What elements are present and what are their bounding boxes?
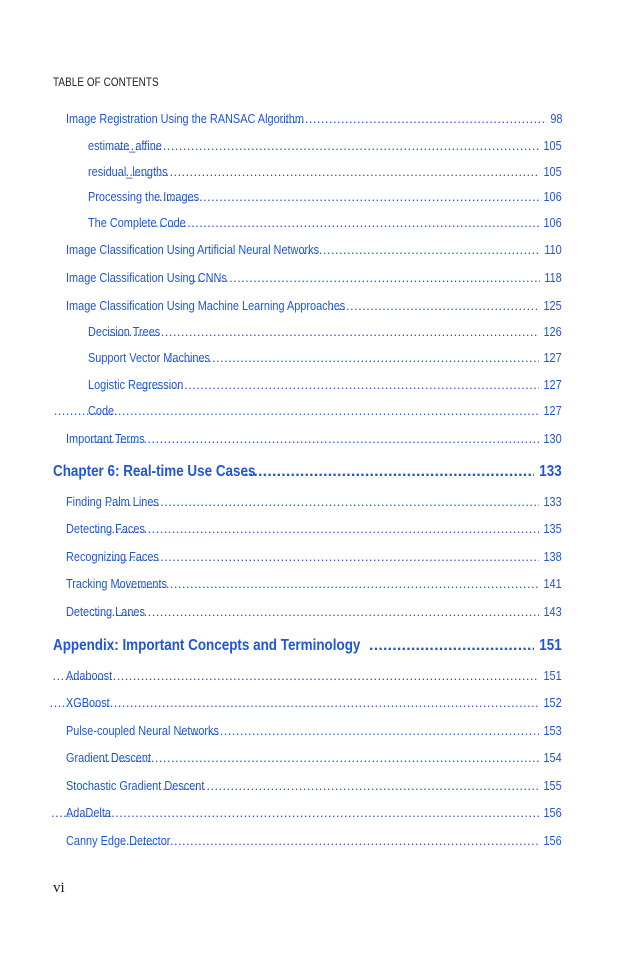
toc-entry-title: Detecting Lanes [66, 604, 145, 619]
toc-entry-page: 106 [543, 189, 562, 204]
dot-leader [122, 833, 539, 848]
toc-entry-title: residual_lengths [88, 164, 168, 179]
toc-entry-page: 105 [543, 138, 562, 153]
toc-entry-page: 156 [543, 833, 562, 848]
dot-leader [50, 695, 540, 710]
toc-entry[interactable] [88, 138, 562, 153]
toc-entry[interactable] [66, 805, 562, 820]
toc-entry[interactable] [88, 189, 562, 204]
toc-entry[interactable] [88, 403, 562, 418]
toc-entry[interactable] [66, 750, 562, 765]
toc-entry-page: 127 [543, 350, 562, 365]
toc-entry-title: Logistic Regression [88, 377, 184, 392]
toc-entry-title: XGBoost [66, 695, 110, 710]
toc-entry-page: 154 [543, 750, 562, 765]
running-header: TABLE OF CONTENTS [53, 77, 159, 89]
toc-entry-title: Processing the Images [88, 189, 200, 204]
toc-entry-title: Tracking Movements [66, 576, 167, 591]
toc-entry-page: 143 [543, 604, 562, 619]
toc-entry[interactable] [88, 350, 562, 365]
toc-entry[interactable] [66, 604, 562, 619]
dot-leader [99, 750, 540, 765]
toc-entry[interactable] [66, 695, 562, 710]
dot-leader [92, 604, 540, 619]
toc-entry-page: 98 [549, 111, 562, 126]
page-number: vi [53, 880, 65, 896]
toc-entry-title: AdaDelta [66, 805, 111, 820]
toc-entry[interactable] [66, 549, 562, 564]
dot-leader [281, 111, 547, 126]
dot-leader [330, 298, 539, 313]
toc-entry-title: estimate_affine [88, 138, 162, 153]
toc-entry-title: Image Classification Using CNNs [66, 270, 227, 285]
toc-entry[interactable] [88, 164, 562, 179]
toc-entry[interactable] [66, 431, 562, 446]
dot-leader [108, 494, 539, 509]
toc-entry-title: The Complete Code [88, 215, 186, 230]
toc-entry-page: 141 [543, 576, 562, 591]
dot-leader [155, 189, 539, 204]
toc-chapter-page: 133 [539, 463, 562, 480]
toc-entry-title: Decision Trees [88, 324, 161, 339]
toc-entry-page: 152 [543, 695, 562, 710]
toc-entry-page: 156 [543, 805, 562, 820]
toc-entry-page: 155 [543, 778, 562, 793]
toc-chapter-page: 151 [539, 637, 562, 654]
toc-entry[interactable] [66, 521, 562, 536]
toc-chapter-entry[interactable] [53, 463, 562, 481]
dot-leader [92, 521, 540, 536]
toc-entry[interactable] [66, 111, 562, 126]
dot-leader [299, 242, 540, 257]
dot-leader [139, 215, 539, 230]
dot-leader [168, 350, 539, 365]
toc-entry-page: 138 [543, 549, 562, 564]
dot-leader [51, 805, 539, 820]
toc-entry[interactable] [88, 215, 562, 230]
toc-entry-title: Pulse-coupled Neural Networks [66, 723, 219, 738]
toc-entry[interactable] [66, 494, 562, 509]
toc-entry-title: Gradient Descent [66, 750, 151, 765]
dot-leader [118, 576, 540, 591]
dot-leader [109, 324, 540, 339]
toc-entry-page: 135 [543, 521, 562, 536]
toc-entry[interactable] [66, 270, 562, 285]
toc-entry[interactable] [66, 298, 562, 313]
dot-leader [180, 723, 540, 738]
toc-entry-title: Recognizing Faces [66, 549, 159, 564]
dot-leader [162, 778, 539, 793]
toc-entry[interactable] [66, 778, 562, 793]
toc-entry-page: 106 [543, 215, 562, 230]
toc-entry-title: Detecting Faces [66, 521, 145, 536]
toc-entry-title: Support Vector Machines [88, 350, 211, 365]
dot-leader [369, 637, 534, 655]
dot-leader [53, 668, 540, 683]
toc-entry[interactable] [66, 242, 562, 257]
toc-entry-title: Code [88, 403, 115, 418]
dot-leader [189, 270, 540, 285]
dot-leader [244, 463, 534, 481]
toc-entry-page: 125 [543, 298, 562, 313]
toc-entry-page: 105 [543, 164, 562, 179]
toc-entry-page: 153 [543, 723, 562, 738]
toc-entry[interactable] [88, 324, 562, 339]
toc-entry-page: 127 [543, 403, 562, 418]
toc-entry-page: 126 [543, 324, 562, 339]
toc-chapter-title: Appendix: Important Concepts and Terminology [53, 637, 361, 654]
toc-entry[interactable] [66, 833, 562, 848]
dot-leader [108, 549, 539, 564]
dot-leader [54, 403, 540, 418]
toc-entry-title: Stochastic Gradient Descent [66, 778, 205, 793]
toc-entry-title: Image Classification Using Artificial Neural Networks [66, 242, 320, 257]
toc-chapter-title: Chapter 6: Real-time Use Cases [53, 463, 256, 480]
toc-entry[interactable] [66, 723, 562, 738]
toc-chapter-entry[interactable] [53, 637, 562, 655]
toc-entry-page: 127 [543, 377, 562, 392]
dot-leader [111, 138, 540, 153]
toc-entry-title: Important Terms [66, 431, 145, 446]
dot-leader [117, 164, 539, 179]
toc-entry-page: 130 [543, 431, 562, 446]
toc-entry-page: 110 [544, 242, 562, 257]
toc-entry-title: Image Registration Using the RANSAC Algorithm [66, 111, 304, 126]
toc-entry-page: 151 [543, 668, 562, 683]
dot-leader [91, 431, 539, 446]
toc-entry-title: Finding Palm Lines [66, 494, 159, 509]
dot-leader [136, 377, 539, 392]
toc-entry[interactable] [66, 668, 562, 683]
toc-entry[interactable] [88, 377, 562, 392]
toc-entry-title: Adaboost [66, 668, 113, 683]
toc-entry-title: Canny Edge Detector [66, 833, 171, 848]
toc-entry-page: 133 [543, 494, 562, 509]
toc-entry-title: Image Classification Using Machine Learning Approaches [66, 298, 346, 313]
toc-entry[interactable] [66, 576, 562, 591]
toc-entry-page: 118 [544, 270, 562, 285]
